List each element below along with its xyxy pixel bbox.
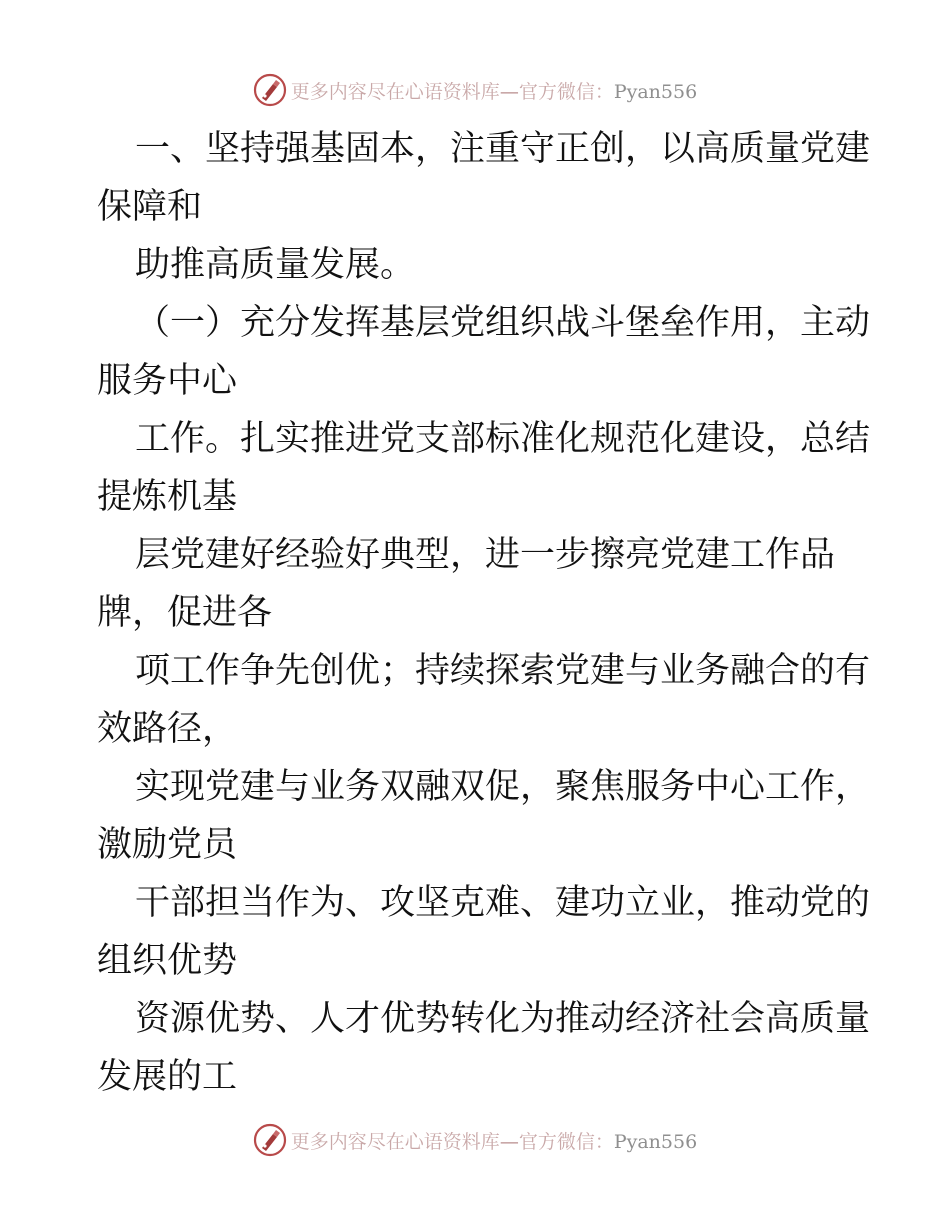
body-line: 组织优势 [97,941,238,981]
body-line: 牌，促进各 [97,593,273,633]
banner-title: 更多内容尽在心语资料库 [290,80,500,103]
header-banner [0,70,950,110]
banner-title: 更多内容尽在心语资料库 [290,1130,500,1153]
banner-wechat-id: Pyan556 [613,80,698,103]
pen-nib-logo-icon [253,73,287,107]
body-line: 资源优势、人才优势转化为推动经济社会高质量 [135,999,871,1039]
body-line: 发展的工 [97,1057,238,1097]
body-line: 提炼机基 [97,477,238,517]
banner-dash: — [499,1130,519,1153]
body-line: 项工作争先创优；持续探索党建与业务融合的有 [135,651,871,691]
body-line: 一、坚持强基固本，注重守正创，以高质量党建 [135,129,871,169]
body-line: 实现党建与业务双融双促，聚焦服务中心工作， [135,767,871,807]
body-line: （一）充分发挥基层党组织战斗堡垒作用，主动 [135,303,871,343]
body-line: 保障和 [97,187,203,227]
body-line: 层党建好经验好典型，进一步擦亮党建工作品 [135,535,836,575]
body-line: 效路径， [97,709,238,749]
body-line: 工作。扎实推进党支部标准化规范化建设，总结 [135,419,871,459]
body-line: 助推高质量发展。 [135,245,416,285]
banner-wechat-id: Pyan556 [613,1130,698,1153]
footer-banner [0,1120,950,1160]
banner-wechat-label: 官方微信： [518,80,614,103]
pen-nib-logo-icon [253,1123,287,1157]
body-line: 激励党员 [97,825,238,865]
document-body [97,120,871,1106]
banner-dash: — [499,80,519,103]
body-line: 干部担当作为、攻坚克难、建功立业，推动党的 [135,883,871,923]
body-line: 服务中心 [97,361,238,401]
banner-wechat-label: 官方微信： [518,1130,614,1153]
